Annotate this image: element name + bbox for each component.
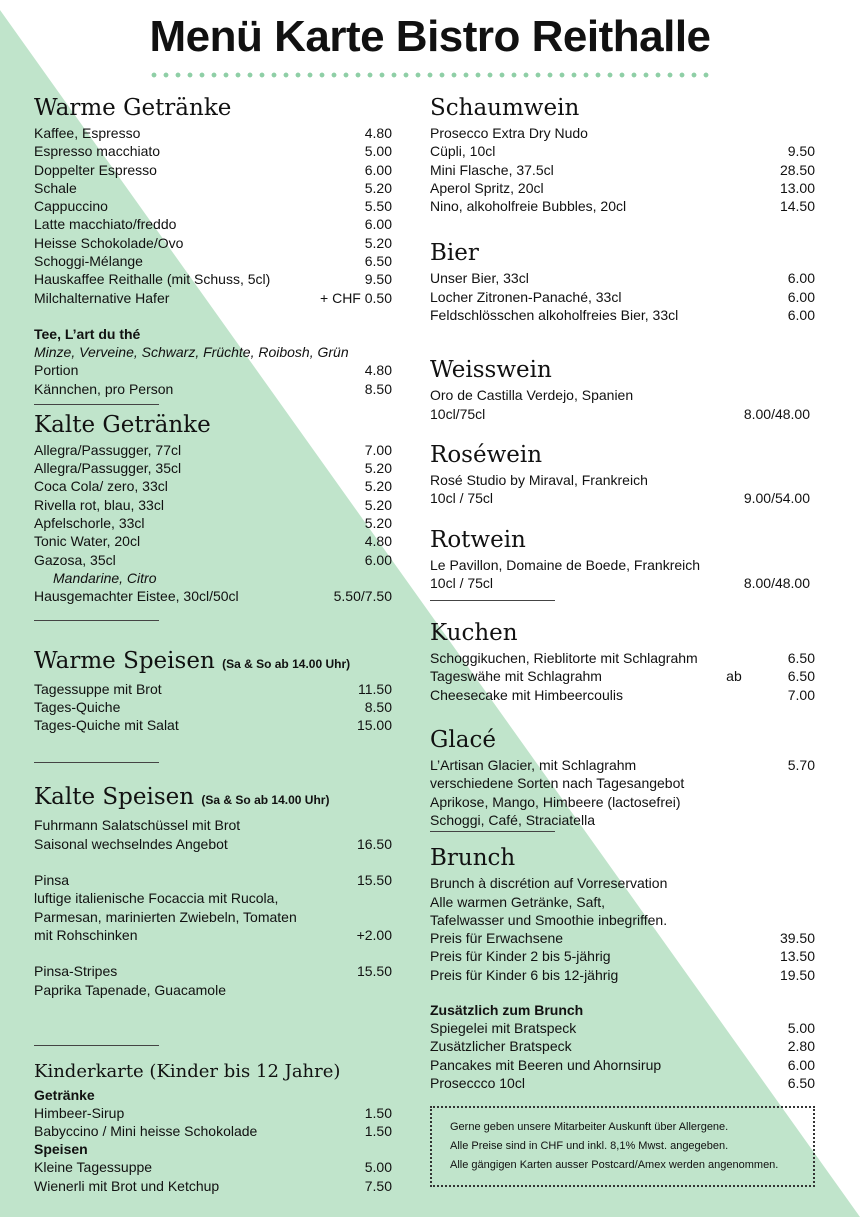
list-item: Portion 4.80 (34, 362, 392, 379)
list-item: Zusätzlicher Bratspeck 2.80 (430, 1038, 815, 1055)
kinder-drinks-heading: Getränke (34, 1086, 95, 1103)
list-item: Schale 5.20 (34, 179, 392, 196)
divider (34, 620, 159, 621)
section-heading-warme-speisen: Warme Speisen (Sa & So ab 14.00 Uhr) (34, 647, 351, 674)
list-item: Hausgemachter Eistee, 30cl/50cl 5.50/7.50 (34, 588, 392, 605)
section-heading-kinderkarte: Kinderkarte (Kinder bis 12 Jahre) (34, 1060, 341, 1082)
section-heading-weisswein: Weisswein (430, 357, 552, 384)
list-item: Wienerli mit Brot und Ketchup 7.50 (34, 1177, 392, 1194)
list-item: Saisonal wechselndes Angebot 16.50 (34, 835, 392, 852)
list-item: Nino, alkoholfreie Bubbles, 20cl 14.50 (430, 198, 815, 215)
list-item: Tonic Water, 20cl 4.80 (34, 533, 392, 550)
list-item: Unser Bier, 33cl 6.00 (430, 270, 815, 287)
list-item: 10cl/75cl 8.00/48.00 (430, 405, 810, 422)
list-item: Pancakes mit Beeren und Ahornsirup 6.00 (430, 1056, 815, 1073)
section-heading-rotwein: Rotwein (430, 526, 526, 553)
section-heading-warme-getraenke: Warme Getränke (34, 95, 232, 121)
list-item: Babyccino / Mini heisse Schokolade 1.50 (34, 1123, 392, 1140)
rotwein-sub: Le Pavillon, Domaine de Boede, Frankreich (430, 556, 701, 573)
list-item: Kännchen, pro Person 8.50 (34, 380, 392, 397)
section-heading-glace: Glacé (430, 727, 496, 754)
tee-heading: Tee, L’art du thé (34, 325, 141, 342)
list-item: Apfelschorle, 33cl 5.20 (34, 515, 392, 532)
section-heading-bier: Bier (430, 240, 479, 267)
glace-line: Schoggi, Café, Straciatella (430, 811, 595, 828)
divider (34, 762, 159, 763)
list-item: Preis für Kinder 2 bis 5-jährig 13.50 (430, 948, 815, 965)
brunch-line: Tafelwasser und Smoothie inbegriffen. (430, 911, 668, 928)
right-column (430, 92, 815, 1187)
glace-line: Aprikose, Mango, Himbeere (lactosefrei) (430, 793, 681, 810)
list-item: Rivella rot, blau, 33cl 5.20 (34, 496, 392, 513)
list-item: Latte macchiato/freddo 6.00 (34, 216, 392, 233)
weisswein-sub: Oro de Castilla Verdejo, Spanien (430, 387, 634, 404)
list-item: Kleine Tagessuppe 5.00 (34, 1159, 392, 1176)
brunch-line: Brunch à discrétion auf Vorreservation (430, 875, 668, 892)
brunch-extras-heading: Zusätzlich zum Brunch (430, 1002, 584, 1019)
list-item: Aperol Spritz, 20cl 13.00 (430, 179, 815, 196)
kinder-food-heading: Speisen (34, 1141, 88, 1158)
divider (34, 1045, 159, 1046)
pinsa-desc: Parmesan, marinierten Zwiebeln, Tomaten (34, 908, 297, 925)
list-item: mit Rohschinken +2.00 (34, 926, 392, 943)
list-item: Cheesecake mit Himbeercoulis 7.00 (430, 686, 815, 703)
list-item: Spiegelei mit Bratspeck 5.00 (430, 1020, 815, 1037)
warme-getraenke-list (34, 124, 392, 307)
list-item: Cappuccino 5.50 (34, 198, 392, 215)
list-item: Tages-Quiche 8.50 (34, 698, 392, 715)
list-item: Mini Flasche, 37.5cl 28.50 (430, 161, 815, 178)
list-item: Heisse Schokolade/Ovo 5.20 (34, 234, 392, 251)
section-heading-brunch: Brunch (430, 845, 516, 872)
list-item: Kaffee, Espresso 4.80 (34, 125, 392, 141)
list-item: 10cl / 75cl 8.00/48.00 (430, 574, 810, 591)
dotted-divider (148, 72, 714, 78)
notice-line: Gerne geben unsere Mitarbeiter Auskunft über Allergene. (450, 1121, 729, 1134)
list-item: Preis für Kinder 6 bis 12-jährig 19.50 (430, 966, 815, 983)
salat-title: Fuhrmann Salatschüssel mit Brot (34, 817, 241, 834)
info-notice-box (430, 1106, 815, 1187)
list-item: Locher Zitronen-Panaché, 33cl 6.00 (430, 288, 815, 305)
list-item: Allegra/Passugger, 35cl 5.20 (34, 460, 392, 477)
divider (34, 404, 159, 405)
list-item: Coca Cola/ zero, 33cl 5.20 (34, 478, 392, 495)
glace-line: verschiedene Sorten nach Tagesangebot (430, 775, 685, 792)
list-item: Milchalternative Hafer + CHF 0.50 (34, 289, 392, 306)
section-heading-rosewein: Roséwein (430, 441, 543, 468)
list-item: 10cl / 75cl 9.00/54.00 (430, 490, 810, 507)
left-column (34, 92, 392, 1195)
pinsa-desc: luftige italienische Focaccia mit Rucola, (34, 890, 279, 907)
stripes-desc: Paprika Tapenade, Guacamole (34, 981, 226, 998)
list-item: Schoggikuchen, Rieblitorte mit Schlagrahm 6.50 (430, 650, 815, 667)
schaumwein-sub: Prosecco Extra Dry Nudo (430, 125, 588, 141)
section-heading-schaumwein: Schaumwein (430, 95, 580, 121)
list-item: Pinsa 15.50 (34, 872, 392, 889)
list-item: L’Artisan Glacier, mit Schlagrahm 5.70 (430, 757, 815, 774)
brunch-line: Alle warmen Getränke, Saft, (430, 893, 606, 910)
list-item: Schoggi-Mélange 6.50 (34, 253, 392, 270)
notice-line: Alle gängigen Karten ausser Postcard/Amex werden angenommen. (450, 1159, 779, 1172)
list-item: Tagessuppe mit Brot 11.50 (34, 680, 392, 697)
list-item: Allegra/Passugger, 77cl 7.00 (34, 441, 392, 458)
divider (430, 831, 555, 832)
list-item: Tageswähe mit Schlagrahm ab 6.50 (430, 668, 815, 685)
list-item: Hauskaffee Reithalle (mit Schuss, 5cl) 9.50 (34, 271, 392, 288)
notice-line: Alle Preise sind in CHF und inkl. 8,1% Mwst. angegeben. (450, 1140, 729, 1153)
list-item: Cüpli, 10cl 9.50 (430, 143, 815, 160)
list-item: Himbeer-Sirup 1.50 (34, 1104, 392, 1121)
section-heading-kuchen: Kuchen (430, 620, 518, 647)
list-item: Proseccco 10cl 6.50 (430, 1074, 815, 1091)
page-title: Menü Karte Bistro Reithalle (149, 12, 711, 61)
gazosa-flavors: Mandarine, Citro (53, 569, 157, 586)
divider (430, 600, 555, 601)
list-item: Pinsa-Stripes 15.50 (34, 963, 392, 980)
section-heading-kalte-getraenke: Kalte Getränke (34, 411, 211, 438)
list-item: Feldschlösschen alkoholfreies Bier, 33cl 6.00 (430, 307, 815, 324)
list-item: Doppelter Espresso 6.00 (34, 161, 392, 178)
list-item: Tages-Quiche mit Salat 15.00 (34, 717, 392, 734)
list-item: Gazosa, 35cl 6.00 (34, 551, 392, 568)
list-item: Preis für Erwachsene 39.50 (430, 930, 815, 947)
list-item: Espresso macchiato 5.00 (34, 143, 392, 160)
rosewein-sub: Rosé Studio by Miraval, Frankreich (430, 471, 648, 488)
section-heading-kalte-speisen: Kalte Speisen (Sa & So ab 14.00 Uhr) (34, 784, 330, 811)
tee-varieties: Minze, Verveine, Schwarz, Früchte, Roibosh, Grün (34, 343, 349, 360)
